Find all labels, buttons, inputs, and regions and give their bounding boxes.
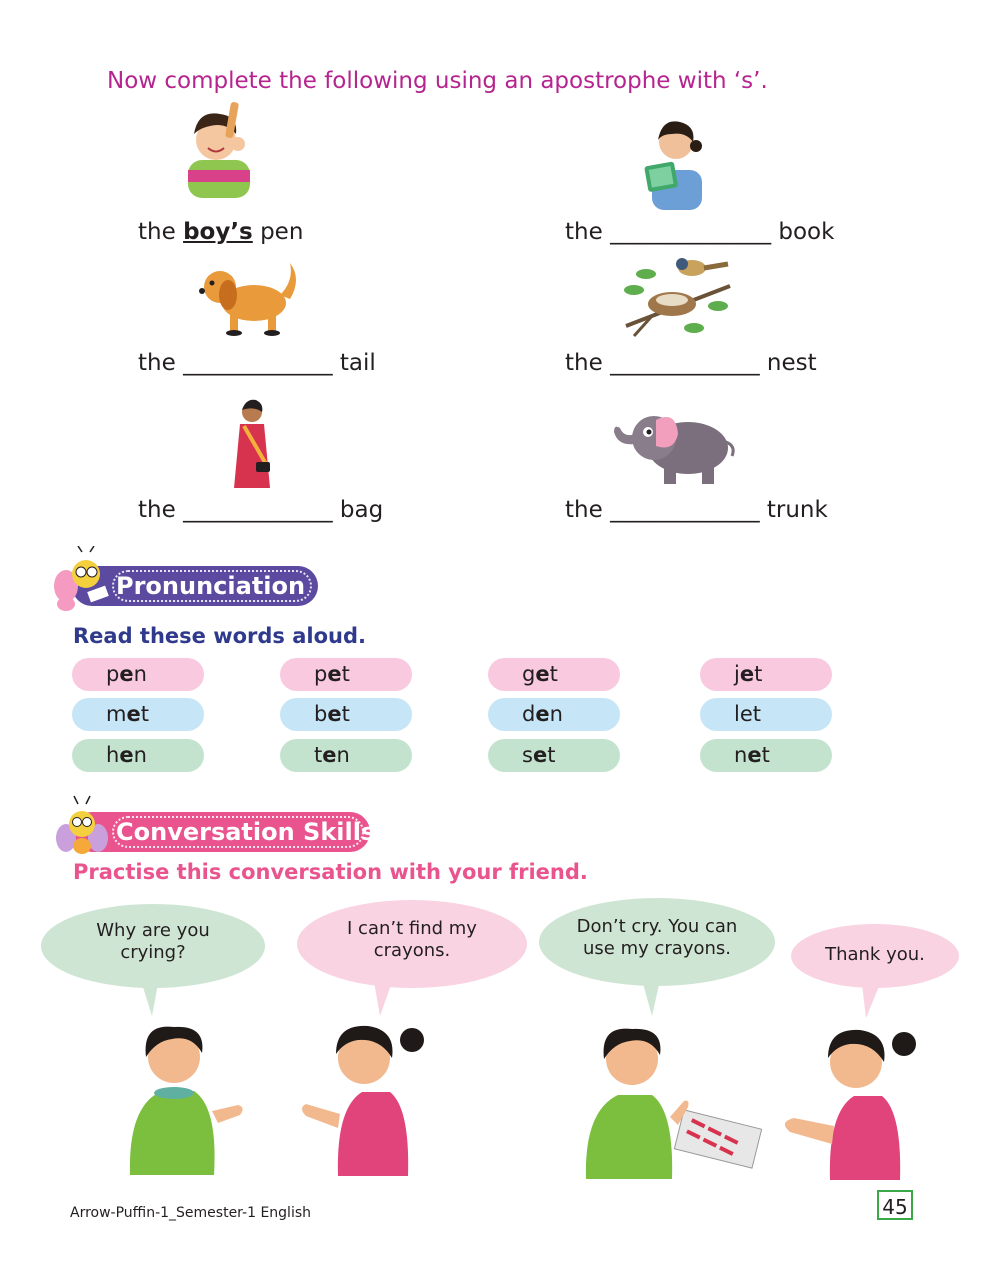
exercise-item-trunk <box>565 497 828 523</box>
bee-mascot-icon <box>54 794 110 860</box>
speech-bubble-2 <box>316 918 508 962</box>
speech-bubble-shape <box>790 922 960 1020</box>
word-pill: pet <box>280 658 412 691</box>
boy-icon <box>180 100 260 200</box>
dog-icon <box>190 255 306 337</box>
section-title: Conversation Skills <box>116 818 376 846</box>
bubble-line: Thank you. <box>825 944 925 965</box>
bubble-line: crying? <box>120 942 186 963</box>
pronunciation-subtitle: Read these words aloud. <box>73 624 366 648</box>
word-pill: jet <box>700 658 832 691</box>
item-noun: book <box>778 219 835 245</box>
word-pill: den <box>488 698 620 731</box>
word-pill: net <box>700 739 832 772</box>
crying-boy-icon <box>122 1015 248 1175</box>
bubble-line: Why are you <box>96 920 210 941</box>
section-title: Pronunciation <box>116 572 306 600</box>
conversation-subtitle: Practise this conversation with your friend. <box>73 860 588 884</box>
item-noun: trunk <box>766 497 828 523</box>
girl-speaker-icon <box>292 1012 432 1176</box>
item-noun: pen <box>260 219 304 245</box>
instruction-text: Now complete the following using an apostrophe with ‘s’. <box>107 68 768 94</box>
bubble-line: I can’t find my <box>347 918 477 939</box>
book-footer: Arrow-Puffin-1_Semester-1 English <box>70 1205 312 1221</box>
boy-with-crayons-icon <box>578 1015 762 1179</box>
answer-blank[interactable]: _____________ <box>183 497 333 523</box>
word-pill: let <box>700 698 832 731</box>
item-prefix: the <box>565 219 603 245</box>
item-prefix: the <box>138 350 176 376</box>
page-number: 45 <box>877 1190 913 1220</box>
answer-blank[interactable]: _____________ <box>183 350 333 376</box>
word-pill: ten <box>280 739 412 772</box>
example-answer: boy’s <box>183 219 253 245</box>
lady-icon <box>224 394 280 490</box>
exercise-item-book <box>565 219 834 245</box>
answer-blank[interactable]: ______________ <box>610 219 772 245</box>
exercise-item-bag <box>138 497 383 523</box>
butterfly-mascot-icon <box>52 546 112 612</box>
speech-bubble-1 <box>60 920 246 964</box>
exercise-item-tail <box>138 350 376 376</box>
bubble-line: crayons. <box>373 940 451 961</box>
answer-blank[interactable]: _____________ <box>610 350 760 376</box>
speech-bubble-4 <box>800 944 950 966</box>
exercise-item-pen <box>138 219 303 245</box>
thankful-girl-icon <box>774 1014 938 1180</box>
conversation-header <box>72 812 376 852</box>
item-prefix: the <box>565 497 603 523</box>
answer-blank[interactable]: _____________ <box>610 497 760 523</box>
word-pill: hen <box>72 739 204 772</box>
girl-icon <box>638 112 710 212</box>
elephant-icon <box>612 402 740 488</box>
word-pill: pen <box>72 658 204 691</box>
word-pill: get <box>488 658 620 691</box>
word-pill: met <box>72 698 204 731</box>
bird-nest-icon <box>622 246 734 340</box>
speech-bubble-3 <box>558 916 756 960</box>
exercise-item-nest <box>565 350 817 376</box>
item-prefix: the <box>138 219 176 245</box>
item-prefix: the <box>565 350 603 376</box>
word-pill: set <box>488 739 620 772</box>
bubble-line: use my crayons. <box>583 938 731 959</box>
item-noun: nest <box>766 350 817 376</box>
item-noun: bag <box>339 497 384 523</box>
item-noun: tail <box>339 350 376 376</box>
word-pill: bet <box>280 698 412 731</box>
item-prefix: the <box>138 497 176 523</box>
bubble-line: Don’t cry. You can <box>576 916 738 937</box>
